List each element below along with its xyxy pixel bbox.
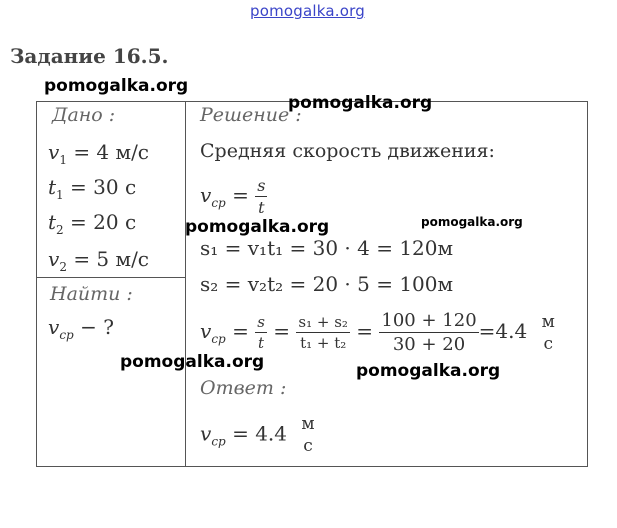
answer-title: Ответ : <box>200 377 287 399</box>
given-t1: $t_1 = 30$ с <box>48 175 137 202</box>
solution-title: Решение : <box>200 104 302 126</box>
answer-expression: $v_{ср} = 4.4$ м с <box>200 414 315 456</box>
find-title: Найти : <box>50 283 133 305</box>
formula-s1: s₁ = v₁t₁ = 30 · 4 = 120м <box>200 236 454 260</box>
watermark: pomogalka.org <box>185 217 330 237</box>
find-expression: $v_{ср}$ − ? <box>48 315 114 342</box>
task-title: Задание 16.5. <box>10 44 169 68</box>
given-v1: $v_1 = 4$ м/с <box>48 140 150 167</box>
site-link[interactable]: pomogalka.org <box>250 2 365 20</box>
given-v2: $v_2 = 5$ м/с <box>48 247 150 274</box>
watermark: pomogalka.org <box>288 93 433 113</box>
given-title: Дано : <box>52 104 116 126</box>
formula-s2: s₂ = v₂t₂ = 20 · 5 = 100м <box>200 272 454 296</box>
table-divider-horizontal <box>36 277 186 278</box>
watermark: pomogalka.org <box>120 352 265 372</box>
table-divider-vertical <box>185 101 186 467</box>
watermark: pomogalka.org <box>356 361 501 381</box>
watermark: pomogalka.org <box>44 76 189 96</box>
solution-intro: Средняя скорость движения: <box>200 140 495 162</box>
given-t2: $t_2 = 20$ с <box>48 210 137 237</box>
formula-calculation: $v_{ср}$ = $\frac{s}{t}$ = $\frac{\text{s₁ + s₂}}{\text{t₁ + t₂}}$ = $\frac{100 + 120}{30 + 20}$ =4.4 м с <box>200 310 555 355</box>
watermark: pomogalka.org <box>421 215 523 229</box>
formula-average-speed: $v_{ср}$ = $\frac{s}{t}$ <box>200 176 266 217</box>
